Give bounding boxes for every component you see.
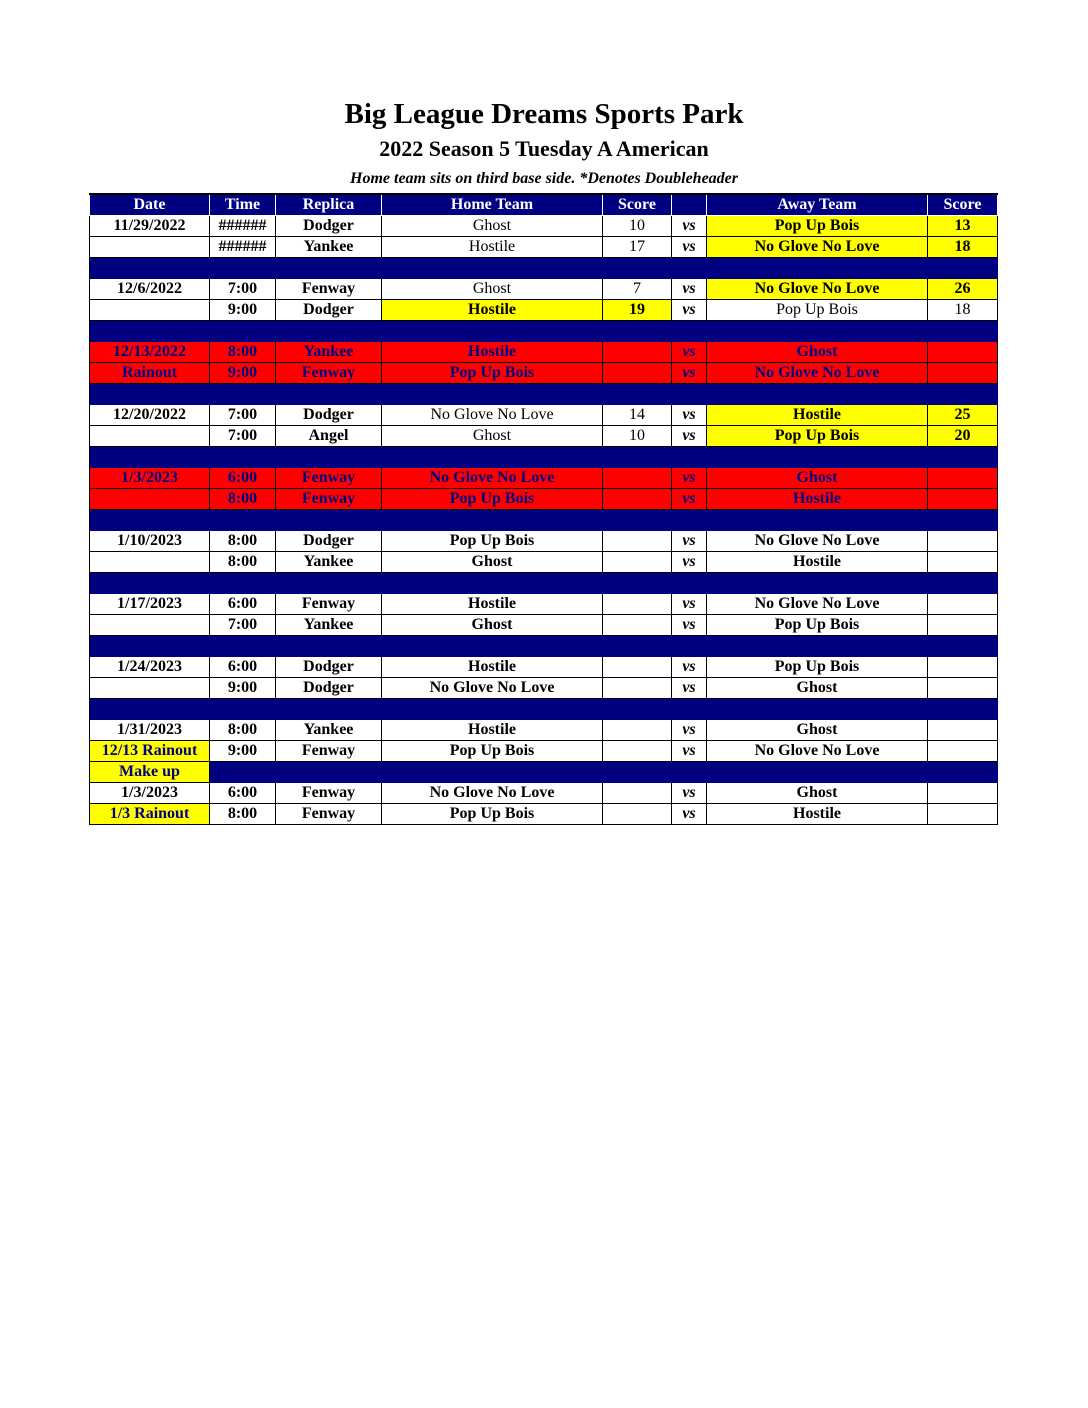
cell-time: 9:00 (210, 741, 276, 762)
cell-home-score (603, 678, 672, 699)
cell-home-score (603, 552, 672, 573)
cell-field: Fenway (276, 804, 382, 825)
cell-away: Hostile (707, 804, 928, 825)
cell-home: Ghost (382, 552, 603, 573)
cell-field: Fenway (276, 594, 382, 615)
cell-vs: vs (672, 720, 707, 741)
cell-away: Ghost (707, 342, 928, 363)
cell-date: 1/3/2023 (90, 783, 210, 804)
cell-home-score (603, 804, 672, 825)
cell-vs: vs (672, 741, 707, 762)
cell-field: Fenway (276, 489, 382, 510)
cell-vs: vs (672, 279, 707, 300)
cell-away-score: 26 (928, 279, 998, 300)
col-time: Time (210, 194, 276, 216)
cell-away-score (928, 552, 998, 573)
cell-vs: vs (672, 300, 707, 321)
cell-home-score (603, 468, 672, 489)
cell-away: Hostile (707, 552, 928, 573)
table-row (90, 216, 998, 237)
cell-away: No Glove No Love (707, 531, 928, 552)
cell-away-score: 25 (928, 405, 998, 426)
cell-away: No Glove No Love (707, 237, 928, 258)
schedule-table (89, 193, 998, 825)
cell-date (90, 552, 210, 573)
cell-field: Fenway (276, 363, 382, 384)
cell-date: 1/3 Rainout (90, 804, 210, 825)
cell-away-score (928, 804, 998, 825)
cell-home-score (603, 489, 672, 510)
cell-date (90, 615, 210, 636)
cell-away: Pop Up Bois (707, 657, 928, 678)
header-row (90, 194, 998, 216)
cell-home-score (603, 783, 672, 804)
cell-away: Ghost (707, 783, 928, 804)
cell-home: Hostile (382, 300, 603, 321)
cell-away: Hostile (707, 405, 928, 426)
cell-home-score (603, 615, 672, 636)
cell-vs: vs (672, 468, 707, 489)
col-away-score: Score (928, 194, 998, 216)
cell-date: 1/24/2023 (90, 657, 210, 678)
cell-time: 8:00 (210, 804, 276, 825)
cell-home-score (603, 594, 672, 615)
cell-home-score: 14 (603, 405, 672, 426)
cell-away: Pop Up Bois (707, 300, 928, 321)
cell-away: No Glove No Love (707, 279, 928, 300)
makeup-label: Make up (90, 762, 210, 783)
cell-home-score (603, 342, 672, 363)
cell-away-score (928, 678, 998, 699)
cell-time: 7:00 (210, 426, 276, 447)
cell-home-score: 10 (603, 216, 672, 237)
cell-date (90, 489, 210, 510)
cell-home: Ghost (382, 426, 603, 447)
cell-home: Pop Up Bois (382, 531, 603, 552)
cell-time: 6:00 (210, 783, 276, 804)
cell-date (90, 300, 210, 321)
cell-home-score (603, 741, 672, 762)
separator-row (90, 510, 998, 531)
table-row (90, 531, 998, 552)
cell-time: 7:00 (210, 279, 276, 300)
cell-away-score (928, 363, 998, 384)
cell-vs: vs (672, 216, 707, 237)
cell-field: Fenway (276, 783, 382, 804)
cell-time: 9:00 (210, 678, 276, 699)
cell-home: No Glove No Love (382, 468, 603, 489)
cell-away-score (928, 657, 998, 678)
table-row (90, 300, 998, 321)
cell-field: Dodger (276, 657, 382, 678)
cell-away-score (928, 741, 998, 762)
col-home-score: Score (603, 194, 672, 216)
table-row (90, 741, 998, 762)
cell-home-score: 10 (603, 426, 672, 447)
cell-away: No Glove No Love (707, 363, 928, 384)
cell-home-score: 19 (603, 300, 672, 321)
cell-home: No Glove No Love (382, 783, 603, 804)
cell-date: 11/29/2022 (90, 216, 210, 237)
separator-row (90, 384, 998, 405)
col-vs (672, 194, 707, 216)
cell-home: Pop Up Bois (382, 804, 603, 825)
table-row (90, 237, 998, 258)
col-date: Date (90, 194, 210, 216)
cell-vs: vs (672, 678, 707, 699)
cell-away: Ghost (707, 678, 928, 699)
cell-vs: vs (672, 363, 707, 384)
cell-field: Dodger (276, 216, 382, 237)
table-row (90, 594, 998, 615)
table-row (90, 678, 998, 699)
cell-away-score (928, 531, 998, 552)
separator-row (90, 258, 998, 279)
cell-home-score: 17 (603, 237, 672, 258)
cell-away-score: 18 (928, 237, 998, 258)
cell-away-score (928, 594, 998, 615)
cell-field: Yankee (276, 237, 382, 258)
cell-vs: vs (672, 783, 707, 804)
cell-field: Yankee (276, 552, 382, 573)
cell-field: Fenway (276, 741, 382, 762)
cell-away: Ghost (707, 468, 928, 489)
cell-home: Hostile (382, 720, 603, 741)
cell-time: 8:00 (210, 720, 276, 741)
cell-date: 12/6/2022 (90, 279, 210, 300)
cell-time: 8:00 (210, 342, 276, 363)
cell-time: 9:00 (210, 300, 276, 321)
separator-row (90, 636, 998, 657)
cell-home: Pop Up Bois (382, 489, 603, 510)
cell-date (90, 237, 210, 258)
cell-home: Pop Up Bois (382, 363, 603, 384)
page-subtitle: 2022 Season 5 Tuesday A American (379, 136, 709, 161)
cell-away-score (928, 342, 998, 363)
cell-time: 6:00 (210, 657, 276, 678)
cell-time: 8:00 (210, 531, 276, 552)
cell-time: 8:00 (210, 552, 276, 573)
cell-vs: vs (672, 405, 707, 426)
page-title: Big League Dreams Sports Park (344, 98, 744, 130)
cell-field: Yankee (276, 342, 382, 363)
cell-date: 12/20/2022 (90, 405, 210, 426)
cell-away: Ghost (707, 720, 928, 741)
cell-away-score (928, 489, 998, 510)
cell-home-score (603, 531, 672, 552)
cell-home-score (603, 720, 672, 741)
cell-time: 6:00 (210, 594, 276, 615)
cell-home: Hostile (382, 594, 603, 615)
cell-home: Pop Up Bois (382, 741, 603, 762)
cell-date (90, 678, 210, 699)
table-row-rainout (90, 489, 998, 510)
cell-home: Hostile (382, 237, 603, 258)
cell-vs: vs (672, 237, 707, 258)
cell-home: Ghost (382, 615, 603, 636)
table-row (90, 720, 998, 741)
table-row-rainout (90, 363, 998, 384)
cell-vs: vs (672, 594, 707, 615)
cell-away: No Glove No Love (707, 594, 928, 615)
cell-home: Ghost (382, 279, 603, 300)
cell-field: Yankee (276, 615, 382, 636)
table-row (90, 405, 998, 426)
cell-vs: vs (672, 489, 707, 510)
cell-date: 12/13/2022 (90, 342, 210, 363)
cell-away-score (928, 468, 998, 489)
cell-home: No Glove No Love (382, 678, 603, 699)
cell-away-score: 20 (928, 426, 998, 447)
table-row (90, 657, 998, 678)
cell-field: Fenway (276, 279, 382, 300)
cell-home: Hostile (382, 342, 603, 363)
table-row (90, 279, 998, 300)
cell-away-score (928, 783, 998, 804)
cell-away: Pop Up Bois (707, 216, 928, 237)
cell-vs: vs (672, 615, 707, 636)
separator-row (90, 321, 998, 342)
table-row-rainout (90, 342, 998, 363)
cell-home: Hostile (382, 657, 603, 678)
cell-away-score: 13 (928, 216, 998, 237)
cell-time: 8:00 (210, 489, 276, 510)
table-row (90, 783, 998, 804)
cell-date: 1/17/2023 (90, 594, 210, 615)
schedule-note: Home team sits on third base side. *Denotes Doubleheader (350, 170, 738, 187)
table-row (90, 426, 998, 447)
cell-date: Rainout (90, 363, 210, 384)
cell-away: Pop Up Bois (707, 426, 928, 447)
cell-home: No Glove No Love (382, 405, 603, 426)
cell-field: Dodger (276, 531, 382, 552)
cell-home-score: 7 (603, 279, 672, 300)
cell-field: Dodger (276, 405, 382, 426)
cell-time: 7:00 (210, 405, 276, 426)
cell-field: Dodger (276, 678, 382, 699)
col-away-team: Away Team (707, 194, 928, 216)
cell-away: Pop Up Bois (707, 615, 928, 636)
cell-time: 6:00 (210, 468, 276, 489)
cell-away: Hostile (707, 489, 928, 510)
cell-date (90, 426, 210, 447)
cell-field: Dodger (276, 300, 382, 321)
cell-vs: vs (672, 426, 707, 447)
cell-time: 9:00 (210, 363, 276, 384)
cell-vs: vs (672, 531, 707, 552)
separator-row (90, 573, 998, 594)
cell-field: Angel (276, 426, 382, 447)
cell-away: No Glove No Love (707, 741, 928, 762)
cell-home-score (603, 657, 672, 678)
cell-away-score: 18 (928, 300, 998, 321)
col-replica: Replica (276, 194, 382, 216)
cell-home-score (603, 363, 672, 384)
table-row-rainout (90, 468, 998, 489)
cell-vs: vs (672, 657, 707, 678)
makeup-row (90, 762, 998, 783)
col-home-team: Home Team (382, 194, 603, 216)
cell-away-score (928, 615, 998, 636)
cell-field: Fenway (276, 468, 382, 489)
cell-date: 1/3/2023 (90, 468, 210, 489)
cell-date: 1/31/2023 (90, 720, 210, 741)
cell-home: Ghost (382, 216, 603, 237)
cell-time: ###### (210, 216, 276, 237)
cell-vs: vs (672, 552, 707, 573)
cell-away-score (928, 720, 998, 741)
cell-vs: vs (672, 342, 707, 363)
separator-row (90, 447, 998, 468)
separator-row (90, 699, 998, 720)
cell-field: Yankee (276, 720, 382, 741)
table-row (90, 615, 998, 636)
cell-vs: vs (672, 804, 707, 825)
cell-time: ###### (210, 237, 276, 258)
table-row (90, 804, 998, 825)
cell-time: 7:00 (210, 615, 276, 636)
table-row (90, 552, 998, 573)
cell-date: 12/13 Rainout (90, 741, 210, 762)
cell-date: 1/10/2023 (90, 531, 210, 552)
